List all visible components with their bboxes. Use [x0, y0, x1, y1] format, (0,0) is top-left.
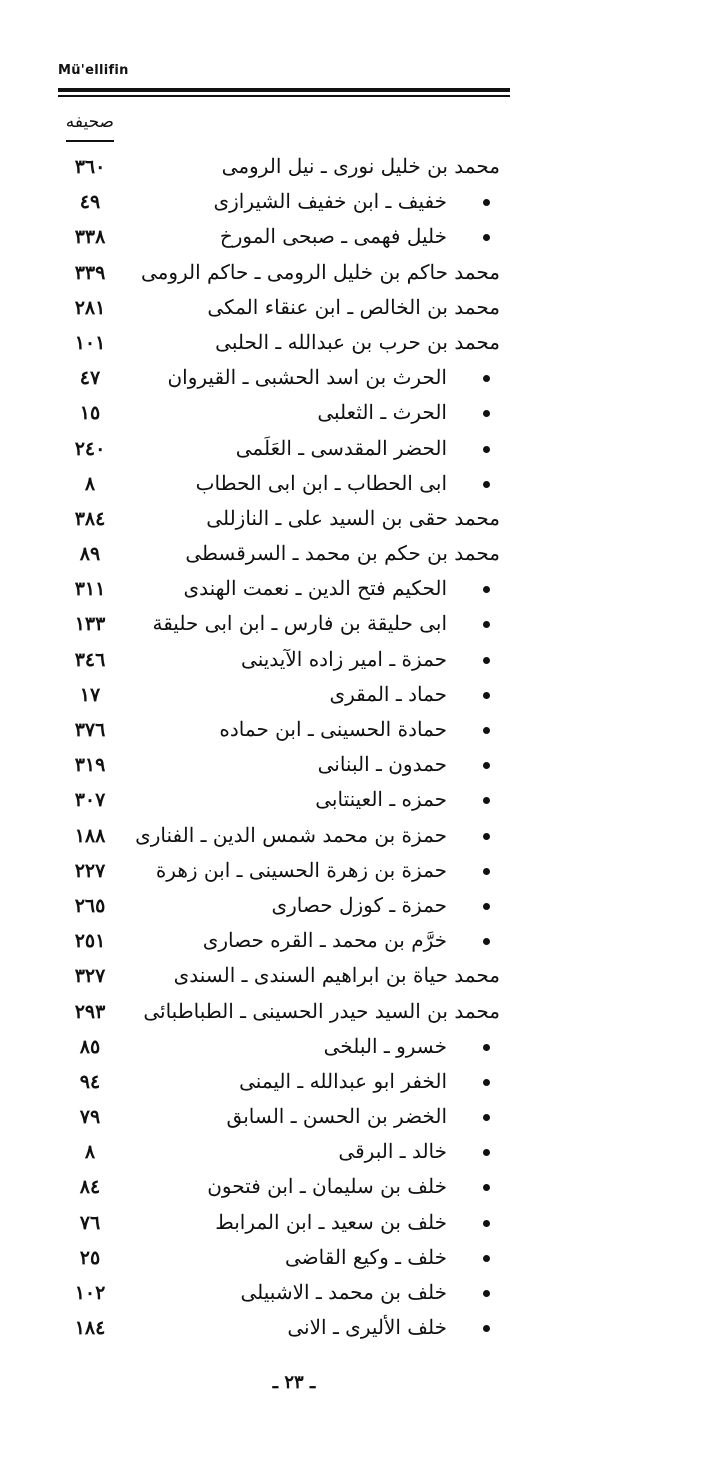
ditto-mark-icon [483, 446, 490, 453]
entry-name: خلف الأليرى ـ الانى [287, 1315, 447, 1340]
entry-name: حمزة بن زهرة الحسينى ـ ابن زهرة [155, 857, 447, 882]
entry-page-number: ٢٥ [79, 1246, 101, 1269]
ditto-mark-icon [483, 938, 490, 945]
entry-page-number: ٣٢٧ [74, 965, 106, 988]
entry-name: خلف بن سليمان ـ ابن فتحون [207, 1174, 447, 1199]
entry-page-number: ٢٦٥ [74, 894, 106, 917]
ditto-mark-icon [483, 797, 490, 804]
entry-page-number: ٨٥ [79, 1035, 101, 1058]
entry-page-number: ٢٨١ [74, 296, 106, 319]
index-entry [0, 609, 703, 644]
ditto-mark-icon [483, 692, 490, 699]
ditto-mark-icon [483, 762, 490, 769]
entry-name: حمزه ـ العينتابى [315, 787, 447, 812]
index-entry [0, 1313, 703, 1348]
entry-page-number: ٧٩ [79, 1106, 101, 1129]
entry-name: محمد حياة بن ابراهيم السندى ـ السندى [173, 963, 500, 988]
entry-page-number: ٨٤ [79, 1176, 101, 1199]
ditto-mark-icon [483, 1114, 490, 1121]
entry-name: خسرو ـ البلخى [323, 1033, 447, 1058]
entry-name: ابى الحطاب ـ ابن ابى الحطاب [195, 470, 447, 495]
entry-name: ابى حليقة بن فارس ـ ابن ابى حليقة [152, 611, 447, 636]
entry-name: حمزة بن محمد شمس الدين ـ الفنارى [135, 822, 447, 847]
index-entry [0, 222, 703, 257]
entry-name: خفيف ـ ابن خفيف الشيرازى [213, 189, 447, 214]
index-entry [0, 363, 703, 398]
entry-name: محمد بن الخالص ـ ابن عنقاء المكى [207, 294, 500, 319]
entry-page-number: ٣٠٧ [74, 789, 106, 812]
index-entry [0, 680, 703, 715]
entry-page-number: ٨٩ [79, 543, 101, 566]
entry-name: الحرث ـ الثعلبى [317, 400, 447, 425]
ditto-mark-icon [483, 1220, 490, 1227]
index-entry [0, 258, 703, 293]
index-entry [0, 785, 703, 820]
entry-page-number: ٨ [84, 472, 96, 495]
ditto-mark-icon [483, 586, 490, 593]
entry-name: محمد بن السيد حيدر الحسينى ـ الطباطبائى [143, 998, 500, 1023]
entry-name: الحرث بن اسد الحشبى ـ القيروان [167, 365, 447, 390]
ditto-mark-icon [483, 1079, 490, 1086]
index-entry [0, 293, 703, 328]
entry-page-number: ٤٩ [79, 191, 101, 214]
entry-page-number: ١٠١ [74, 331, 106, 354]
entry-name: محمد حاكم بن خليل الرومى ـ حاكم الرومى [140, 259, 500, 284]
entry-name: خلف بن سعيد ـ ابن المرابط [215, 1209, 447, 1234]
entry-name: خلف ـ وكيع القاضى [285, 1244, 447, 1269]
ditto-mark-icon [483, 903, 490, 910]
index-entry [0, 328, 703, 363]
entry-name: الحضر المقدسى ـ العَلَمى [235, 435, 447, 460]
entry-name: الخفر ابو عبدالله ـ اليمنى [239, 1068, 447, 1093]
ditto-mark-icon [483, 727, 490, 734]
entry-name: حماد ـ المقرى [329, 681, 447, 706]
ditto-mark-icon [483, 1044, 490, 1051]
index-entry [0, 1243, 703, 1278]
page-column-header: صحيفه [65, 112, 114, 132]
ditto-mark-icon [483, 234, 490, 241]
index-entry [0, 1278, 703, 1313]
ditto-mark-icon [483, 1290, 490, 1297]
entry-page-number: ٢٢٧ [74, 859, 106, 882]
ditto-mark-icon [483, 481, 490, 488]
entry-page-number: ١٨٤ [74, 1317, 106, 1340]
header-rule-thin [58, 95, 510, 97]
index-entry [0, 539, 703, 574]
entry-name: حمدون ـ البنانى [317, 752, 447, 777]
ditto-mark-icon [483, 199, 490, 206]
entry-page-number: ١٨٨ [74, 824, 106, 847]
entry-name: محمد بن خليل نورى ـ نيل الرومى [221, 154, 500, 178]
entry-name: خالد ـ البرقى [338, 1139, 447, 1164]
index-entry [0, 1208, 703, 1243]
entry-name: حمزة ـ كوزل حصارى [271, 892, 447, 917]
ditto-mark-icon [483, 1325, 490, 1332]
index-entry [0, 856, 703, 891]
entry-name: حمزة ـ امير زاده الآيدينى [241, 646, 447, 671]
entry-page-number: ٨ [84, 1141, 96, 1164]
ditto-mark-icon [483, 1149, 490, 1156]
entry-page-number: ٣٧٦ [74, 719, 106, 741]
index-entry [0, 1137, 703, 1172]
ditto-mark-icon [483, 833, 490, 840]
ditto-mark-icon [483, 410, 490, 417]
index-entry [0, 574, 703, 609]
entry-page-number: ٣٣٩ [74, 261, 106, 284]
entry-page-number: ٣٤٦ [74, 648, 106, 671]
index-entry [0, 821, 703, 856]
index-entry [0, 504, 703, 539]
entry-page-number: ٤٧ [79, 367, 101, 390]
column-header-underline [66, 140, 114, 142]
entry-page-number: ٢٥١ [74, 930, 106, 953]
index-entry [0, 645, 703, 680]
index-entry [0, 398, 703, 433]
page-folio: ـ ٢٣ ـ [272, 1372, 316, 1393]
index-entry [0, 434, 703, 469]
entry-name: الحكيم فتح الدين ـ نعمت الهندى [183, 576, 447, 601]
entry-name: محمد بن حكم بن محمد ـ السرقسطى [185, 541, 500, 566]
index-entry [0, 1067, 703, 1102]
entry-page-number: ٣٣٨ [74, 226, 106, 249]
entry-page-number: ٧٦ [79, 1211, 101, 1234]
entry-page-number: ٣١٩ [74, 754, 106, 777]
ditto-mark-icon [483, 868, 490, 875]
index-entries [0, 152, 703, 1348]
entry-name: محمد حقى بن السيد على ـ النازللى [206, 505, 500, 530]
ditto-mark-icon [483, 375, 490, 382]
entry-page-number: ٩٤ [79, 1070, 101, 1093]
entry-name: حمادة الحسينى ـ ابن حماده [219, 717, 447, 741]
entry-page-number: ١٧ [79, 683, 101, 706]
entry-page-number: ١٥ [79, 402, 101, 425]
entry-page-number: ٣٨٤ [74, 507, 106, 530]
index-entry [0, 1032, 703, 1067]
entry-page-number: ٢٩٣ [74, 1000, 106, 1023]
entry-page-number: ١٣٣ [74, 613, 106, 636]
index-entry [0, 1102, 703, 1137]
entry-name: خلف بن محمد ـ الاشبيلى [240, 1280, 447, 1304]
entry-page-number: ٣١١ [74, 578, 106, 601]
index-entry [0, 187, 703, 222]
index-entry [0, 750, 703, 785]
ditto-mark-icon [483, 1184, 490, 1191]
index-entry [0, 961, 703, 996]
index-entry [0, 469, 703, 504]
entry-name: الخضر بن الحسن ـ السابق [226, 1104, 447, 1129]
index-entry [0, 152, 703, 187]
ditto-mark-icon [483, 657, 490, 664]
entry-page-number: ٢٤٠ [74, 437, 106, 460]
index-entry [0, 1172, 703, 1207]
entry-name: خرَّم بن محمد ـ القره حصارى [202, 928, 447, 953]
entry-name: محمد بن حرب بن عبدالله ـ الحلبى [215, 329, 500, 354]
index-entry [0, 891, 703, 926]
index-entry [0, 715, 703, 750]
entry-page-number: ١٠٢ [74, 1282, 106, 1304]
ditto-mark-icon [483, 621, 490, 628]
index-entry [0, 926, 703, 961]
entry-page-number: ٣٦٠ [74, 156, 106, 178]
running-head: Mü'ellifin [58, 63, 129, 78]
entry-name: خليل فهمى ـ صبحى المورخ [219, 224, 447, 249]
index-entry [0, 997, 703, 1032]
header-rule-thick [58, 88, 510, 92]
ditto-mark-icon [483, 1255, 490, 1262]
